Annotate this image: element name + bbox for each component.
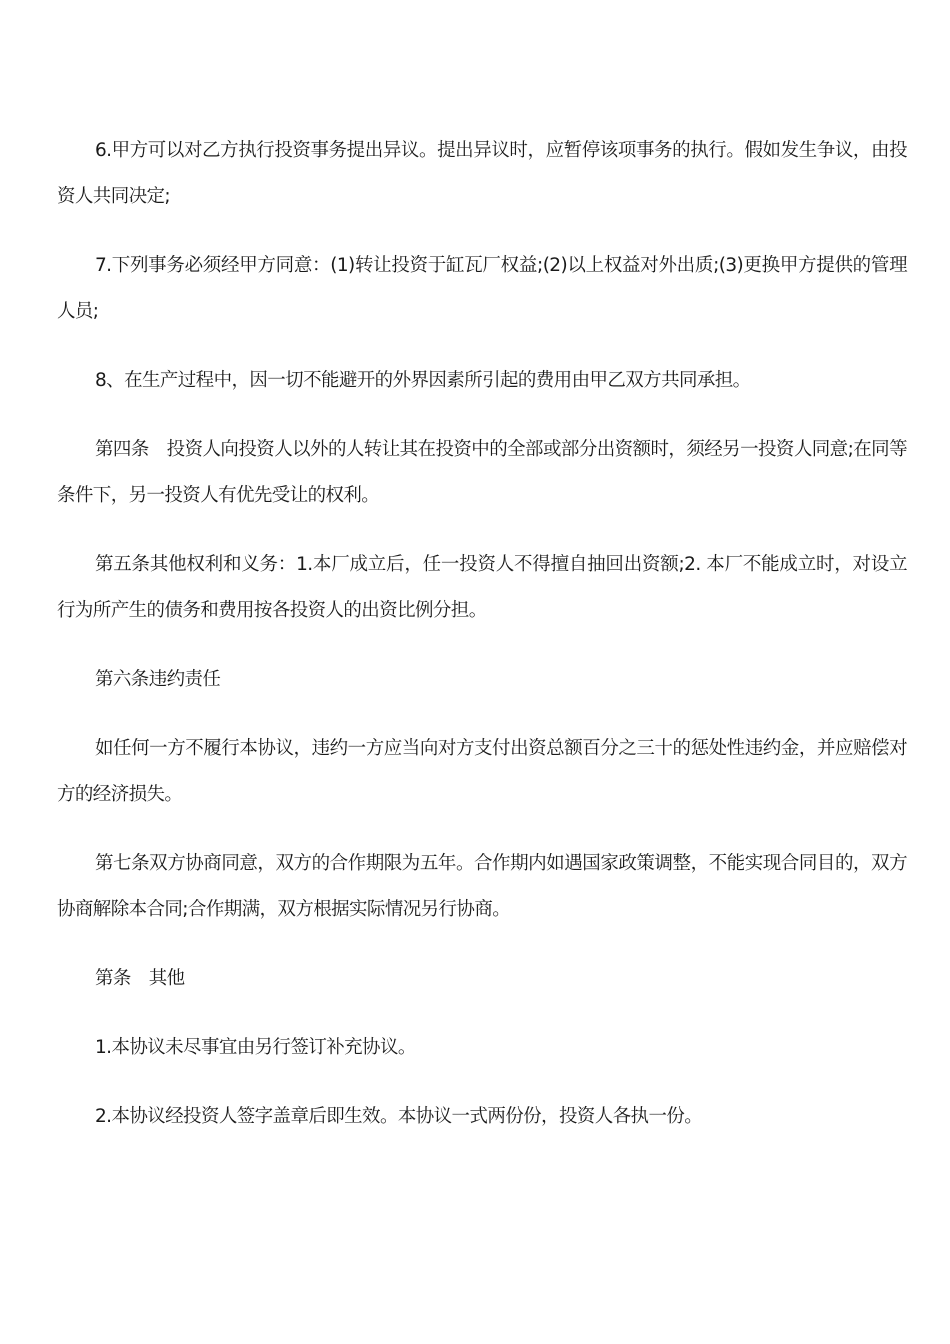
heading-article-other: 第条 其他 <box>95 968 185 989</box>
paragraph-clause-7: 7.下列事务必须经甲方同意：(1)转让投资于缸瓦厂权益;(2)以上权益对外出质;(3)更换甲方提供的管理人员; <box>57 255 907 322</box>
paragraph-clause-8: 8、在生产过程中，因一切不能避开的外界因素所引起的费用由甲乙双方共同承担。 <box>95 370 751 391</box>
document-body <box>57 128 907 1163</box>
paragraph-article-7: 第七条双方协商同意，双方的合作期限为五年。合作期内如遇国家政策调整，不能实现合同目的，双方协商解除本合同;合作期满，双方根据实际情况另行协商。 <box>57 853 907 920</box>
paragraph-breach-liability: 如任何一方不履行本协议，违约一方应当向对方支付出资总额百分之三十的惩处性违约金，并应赔偿对方的经济损失。 <box>57 738 907 805</box>
paragraph-other-1: 1.本协议未尽事宜由另行签订补充协议。 <box>95 1037 416 1058</box>
paragraph-article-4: 第四条 投资人向投资人以外的人转让其在投资中的全部或部分出资额时，须经另一投资人同意;在同等条件下，另一投资人有优先受让的权利。 <box>57 439 907 506</box>
paragraph-other-2: 2.本协议经投资人签字盖章后即生效。本协议一式两份份，投资人各执一份。 <box>95 1106 703 1127</box>
paragraph-article-5: 第五条其他权利和义务：1.本厂成立后，任一投资人不得擅自抽回出资额;2. 本厂不能成立时，对设立行为所产生的债务和费用按各投资人的出资比例分担。 <box>57 554 907 621</box>
paragraph-clause-6: 6.甲方可以对乙方执行投资事务提出异议。提出异议时，应暂停该项事务的执行。假如发生争议，由投资人共同决定; <box>57 140 907 207</box>
heading-article-6: 第六条违约责任 <box>95 669 221 690</box>
